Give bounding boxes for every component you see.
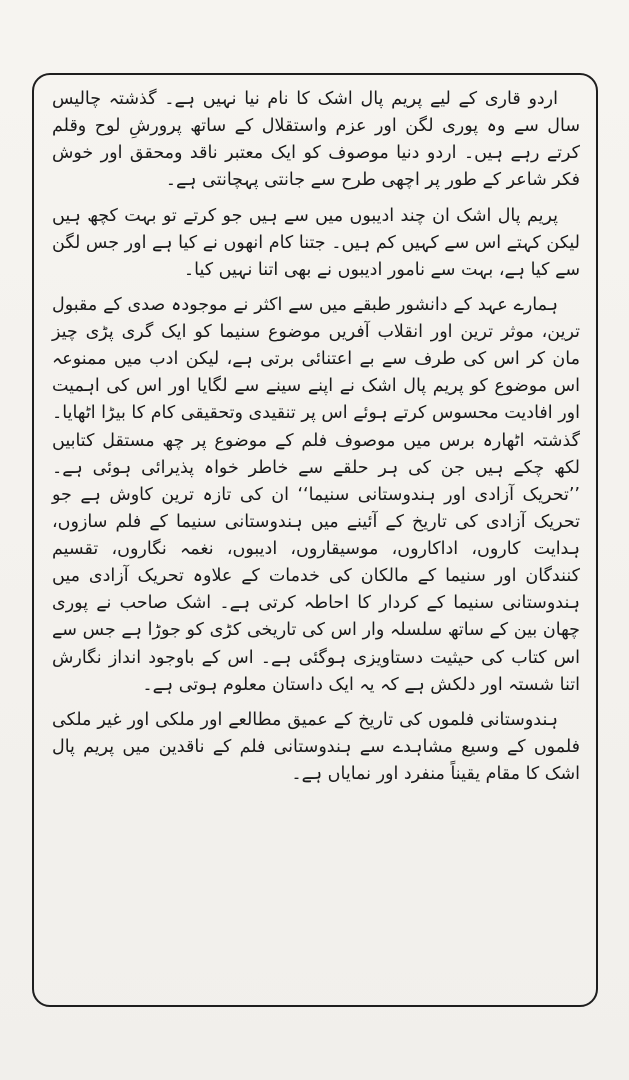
page-text-block <box>52 86 580 796</box>
paragraph-3: ہمارے عہد کے دانشور طبقے میں سے اکثر نے موجودہ صدی کے مقبول ترین، موثر ترین اور انقلاب آفریں موضوع سنیما کو ایک گری پڑی چیز مان کر اس کی طرف سے بے اعتنائی برتی ہے، لیکن ادب میں ممنوعہ اس موضوع کو پریم پال اشک نے اپنے سینے سے لگایا اور اس کی اہمیت اور افادیت محسوس کرتے ہوئے اس پر تنقیدی وتحقیقی کام کا بیڑا اٹھایا۔ گذشتہ اٹھارہ برس میں موصوف فلم کے موضوع پر چھ مستقل کتابیں لکھ چکے ہیں جن کی ہر حلقے سے خاطر خواہ پذیرائی ہوئی ہے۔ ’’تحریک آزادی اور ہندوستانی سنیما‘‘ ان کی تازہ ترین کاوش ہے جو تحریک آزادی کی تاریخ کے آئینے میں ہندوستانی سنیما کے فلم سازوں، ہدایت کاروں، اداکاروں، موسیقاروں، ادیبوں، نغمہ نگاروں، تقسیم کنندگان اور سنیما کے مالکان کی خدمات کے علاوہ تحریک آزادی میں ہندوستانی سنیما کے کردار کا احاطہ کرتی ہے۔ اشک صاحب نے پوری چھان بین کے ساتھ سلسلہ وار اس کی تاریخی کڑی کو جوڑا ہے جس سے اس کتاب کی حیثیت دستاویزی ہوگئی ہے۔ اس کے باوجود انداز نگارش اتنا شستہ اور دلکش ہے کہ یہ ایک داستان معلوم ہوتی ہے۔ <box>52 294 580 695</box>
paragraph-4: ہندوستانی فلموں کی تاریخ کے عمیق مطالعے اور ملکی اور غیر ملکی فلموں کے وسیع مشاہدے سے ہندوستانی فلم کے ناقدین میں پریم پال اشک کا مقام یقیناً منفرد اور نمایاں ہے۔ <box>52 709 580 784</box>
paragraph-1: اردو قاری کے لیے پریم پال اشک کا نام نیا نہیں ہے۔ گذشتہ چالیس سال سے وہ پوری لگن اور عزم واستقلال کے ساتھ پرورشِ لوح وقلم کرتے رہے ہیں۔ اردو دنیا موصوف کو ایک معتبر ناقد ومحقق اور خوش فکر شاعر کے طور پر اچھی طرح سے جانتی پہچانتی ہے۔ <box>52 89 580 191</box>
paragraph-2: پریم پال اشک ان چند ادیبوں میں سے ہیں جو کرتے تو بہت کچھ ہیں لیکن کہتے اس سے کہیں کم ہیں۔ جتنا کام انھوں نے کیا ہے اور جس لگن سے کیا ہے، بہت سے نامور ادیبوں نے بھی اتنا نہیں کیا۔ <box>52 205 580 280</box>
